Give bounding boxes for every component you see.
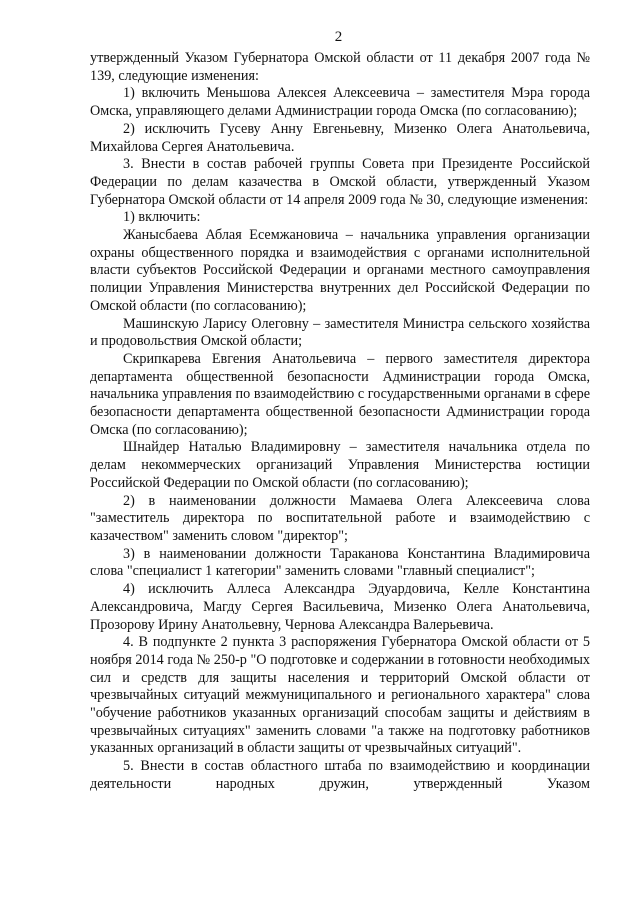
paragraph-rename-mamaev: 2) в наименовании должности Мамаева Олега Алексеевича слова "заместитель директора по воспитательной работе и взаимодействию с казачеством" заменить словом "директор"; bbox=[90, 492, 590, 544]
document-body bbox=[90, 50, 590, 794]
paragraph-include-menshov: 1) включить Меньшова Алексея Алексеевича – заместителя Мэра города Омска, управляющего делами Администрации города Омска (по согласованию); bbox=[90, 85, 590, 120]
paragraph-include-header: 1) включить: bbox=[123, 209, 201, 226]
paragraph-item-3-cossack-group: 3. Внести в состав рабочей группы Совета при Президенте Российской Федерации по делам казачества в Омской области, утвержденный Указом Губернатора Омской области от 14 апреля 2009 года № 30, следующие изменения: bbox=[90, 156, 590, 208]
paragraph-include-skripkarev: Скрипкарева Евгения Анатольевича – первого заместителя директора департамента общественной безопасности Администрации города Омска, начальника управления по взаимодействию с государственными органами в сфере безопасности департамента общественной безопасности Администрации города Омска (по согласованию); bbox=[90, 350, 590, 438]
paragraph-exclude-guseva: 2) исключить Гусеву Анну Евгеньевну, Мизенко Олега Анатольевича, Михайлова Сергея Анатольевича. bbox=[90, 120, 590, 155]
paragraph-include-zhanysbaev: Жанысбаева Аблая Есемжановича – начальника управления организации охраны общественного порядка и взаимодействия с органами исполнительной власти субъектов Российской Федерации и органами местного самоуправления полиции Управления Министерства внутренних дел Российской Федерации по Омской области (по согласованию); bbox=[90, 227, 590, 314]
paragraph-exclude-alles: 4) исключить Аллеса Александра Эдуардовича, Келле Константина Александровича, Магду Сергея Васильевича, Мизенко Олега Анатольевича, Прозорову Ирину Анатольевну, Чернова Александра Валерьевича. bbox=[90, 581, 590, 633]
paragraph-item-5-headquarters: 5. Внести в состав областного штаба по взаимодействию и координации деятельности народных дружин, утвержденный Указом bbox=[90, 758, 590, 792]
page-number: 2 bbox=[334, 29, 343, 45]
paragraph-intro-continuation: утвержденный Указом Губернатора Омской области от 11 декабря 2007 года № 139, следующие изменения: bbox=[90, 50, 590, 84]
paragraph-include-shnaider: Шнайдер Наталью Владимировну – заместителя начальника отдела по делам некоммерческих организаций Управления Министерства юстиции Российской Федерации по Омской области (по согласованию); bbox=[90, 439, 590, 491]
paragraph-include-mashinskaya: Машинскую Ларису Олеговну – заместителя Министра сельского хозяйства и продовольствия Омской области; bbox=[90, 315, 590, 350]
paragraph-rename-tarakanov: 3) в наименовании должности Тараканова Константина Владимировича слова "специалист 1 категории" заменить словами "главный специалист"; bbox=[90, 545, 590, 580]
paragraph-item-4-order-250: 4. В подпункте 2 пункта 3 распоряжения Губернатора Омской области от 5 ноября 2014 года № 250-р "О подготовке и содержании в готовности необходимых сил и средств для защиты населения и территорий Омской области от чрезвычайных ситуаций межмуниципального и регионального характера" слова "обучение работников указанных организаций способам защиты и действиям в чрезвычайных ситуациях" заменить словами "а также на подготовку работников указанных организаций в области защиты от чрезвычайных ситуаций". bbox=[90, 634, 590, 757]
